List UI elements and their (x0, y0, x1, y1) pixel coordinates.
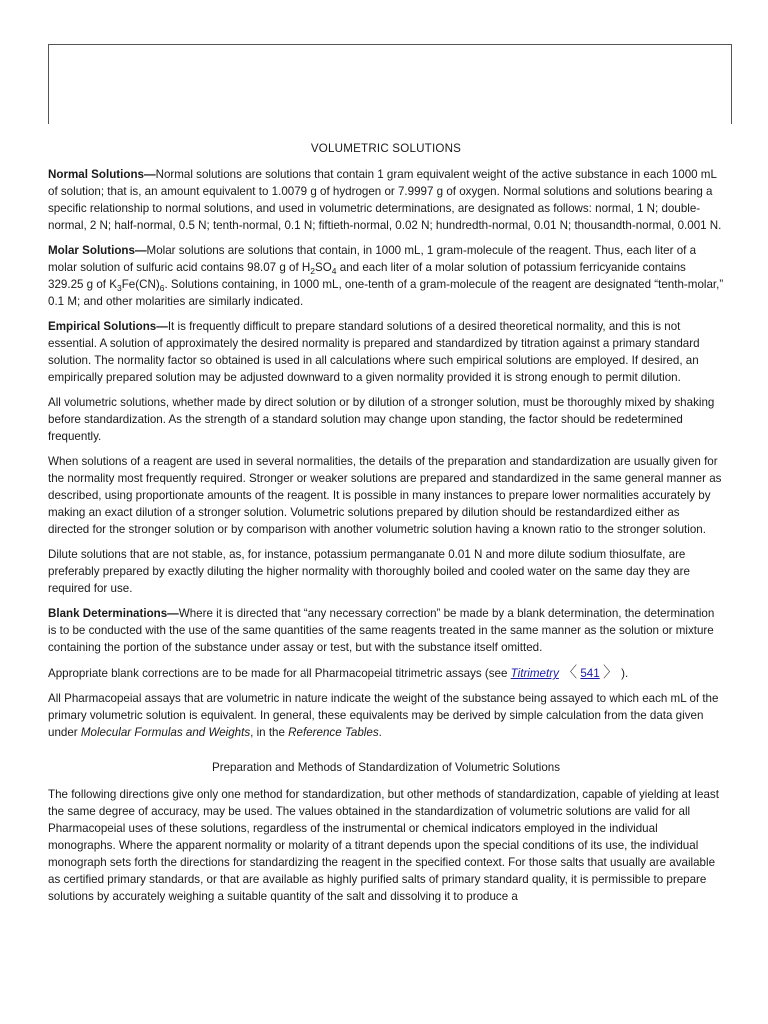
paragraph-normal-solutions (48, 166, 724, 234)
term-blank-determinations: Blank Determinations— (48, 607, 179, 620)
assays-text: All Pharmacopeial assays that are volumetric in nature indicate the weight of the substance being assayed to which each mL of the primary volumetric solution is equivalent. In general, these equivalents may be derived by simple calculation from the data given under (48, 692, 719, 739)
assays-middle: , in the (250, 726, 289, 739)
subscript: 6 (159, 283, 165, 293)
paragraph-empirical-solutions (48, 318, 724, 386)
header-frame (48, 44, 732, 124)
subscript: 4 (331, 266, 337, 276)
paragraph-normalities: When solutions of a reagent are used in several normalities, the details of the preparation and standardization are usually given for the normality most frequently required. Stronger or weaker solutions are prepared and standardized in the same general manner as described, using proportionate amounts of the reagent. It is possible in many instances to prepare lower normalities accurately by making an exact dilution of a stronger solution. Volumetric solutions prepared by dilution should be restandardized either as directed for the stronger solution or by comparison with another volumetric solution having a known ratio to the stronger solution. (48, 455, 722, 536)
paragraph-blank-corrections (48, 664, 724, 682)
term-empirical-solutions: Empirical Solutions— (48, 320, 168, 333)
chevron-left-icon: 〈 (562, 664, 578, 681)
corrections-text: Appropriate blank corrections are to be made for all Pharmacopeial titrimetric assays (see (48, 667, 511, 680)
reference-tables-ref: Reference Tables (288, 726, 379, 739)
paragraph-blank-determinations (48, 605, 724, 656)
subscript: 3 (116, 283, 122, 293)
paragraph-assays (48, 690, 724, 741)
molar-text-3: and each liter of a molar solution of potassium ferricyanide contains 329.25 g of K (48, 261, 686, 291)
normal-solutions-text: Normal solutions are solutions that contain 1 gram equivalent weight of the active substance in each 1000 mL of solution; that is, an amount equivalent to 1.0079 g of hydrogen or 7.9997 g of oxygen. Normal solutions and solutions bearing a specific relationship to normal solutions, and used in volumetric determinations, are designated as follows: normal, 1 N; double-normal, 2 N; half-normal, 0.5 N; tenth-normal, 0.1 N; fiftieth-normal, 0.02 N; hundredth-normal, 0.01 N; thousandth-normal, 0.001 N. (48, 168, 722, 232)
blank-determinations-text: Where it is directed that “any necessary correction” be made by a blank determination, the determination is to be conducted with the use of the same quantities of the same reagents treated in the same manner as the solution or mixture containing the portion of the substance under assay or test, but with the substance itself omitted. (48, 607, 715, 654)
molar-text-2: SO (315, 261, 332, 274)
corrections-closing: ). (617, 667, 629, 680)
subscript: 2 (310, 266, 316, 276)
molar-text-4: Fe(CN) (121, 278, 160, 291)
page-title: VOLUMETRIC SOLUTIONS (310, 142, 462, 155)
chevron-right-icon: 〉 (602, 664, 618, 681)
document-body (48, 140, 724, 913)
chapter-541-link[interactable]: 541 (580, 667, 600, 680)
section-title-preparation: Preparation and Methods of Standardization of Volumetric Solutions (211, 761, 561, 774)
molecular-formulas-ref: Molecular Formulas and Weights (80, 726, 251, 739)
titrimetry-link[interactable]: Titrimetry (510, 667, 559, 680)
paragraph-dilute-solutions: Dilute solutions that are not stable, as, for instance, potassium permanganate 0.01 N and more dilute sodium thiosulfate, are preferably prepared by exactly diluting the higher normality with thoroughly boiled and cooled water on the same day they are required for use. (48, 548, 690, 595)
paragraph-molar-solutions (48, 242, 724, 310)
empirical-solutions-text: It is frequently difficult to prepare standard solutions of a desired theoretical normality, and this is not essential. A solution of approximately the desired normality is prepared and standardized by titration against a primary standard solution. The normality factor so obtained is used in all calculations where such empirical solutions are employed. If desired, an empirically prepared solution may be adjusted downward to a given normality provided it is strong enough to permit dilution. (48, 320, 700, 384)
assays-end: . (378, 726, 382, 739)
molar-text-1: Molar solutions are solutions that contain, in 1000 mL, 1 gram-molecule of the reagent. Thus, each liter of a molar solution of sulfuric acid contains 98.07 g of H (48, 244, 697, 274)
paragraph-mixing: All volumetric solutions, whether made by direct solution or by dilution of a stronger solution, must be thoroughly mixed by shaking before standardization. As the strength of a standard solution may change upon standing, the factor should be redetermined frequently. (48, 396, 715, 443)
term-normal-solutions: Normal Solutions— (48, 168, 156, 181)
term-molar-solutions: Molar Solutions— (48, 244, 147, 257)
molar-text-5: . Solutions containing, in 1000 mL, one-tenth of a gram-molecule of the reagent are designated “tenth-molar,” 0.1 M; and other molarities are similarly indicated. (48, 278, 724, 308)
paragraph-directions: The following directions give only one method for standardization, but other methods of standardization, capable of yielding at least the same degree of accuracy, may be used. The values obtained in the standardization of volumetric solutions are valid for all Pharmacopeial uses of these solutions, regardless of the instrumental or chemical indicators employed in the individual monographs. Where the apparent normality or molarity of a titrant depends upon the special conditions of its use, the individual monograph sets forth the directions for standardizing the reagent in the specified context. For those salts that usually are available as certified primary standards, or that are available as highly purified salts of primary standard quality, it is permissible to prepare solutions by accurately weighing a suitable quantity of the salt and dissolving it to produce a (48, 788, 719, 903)
